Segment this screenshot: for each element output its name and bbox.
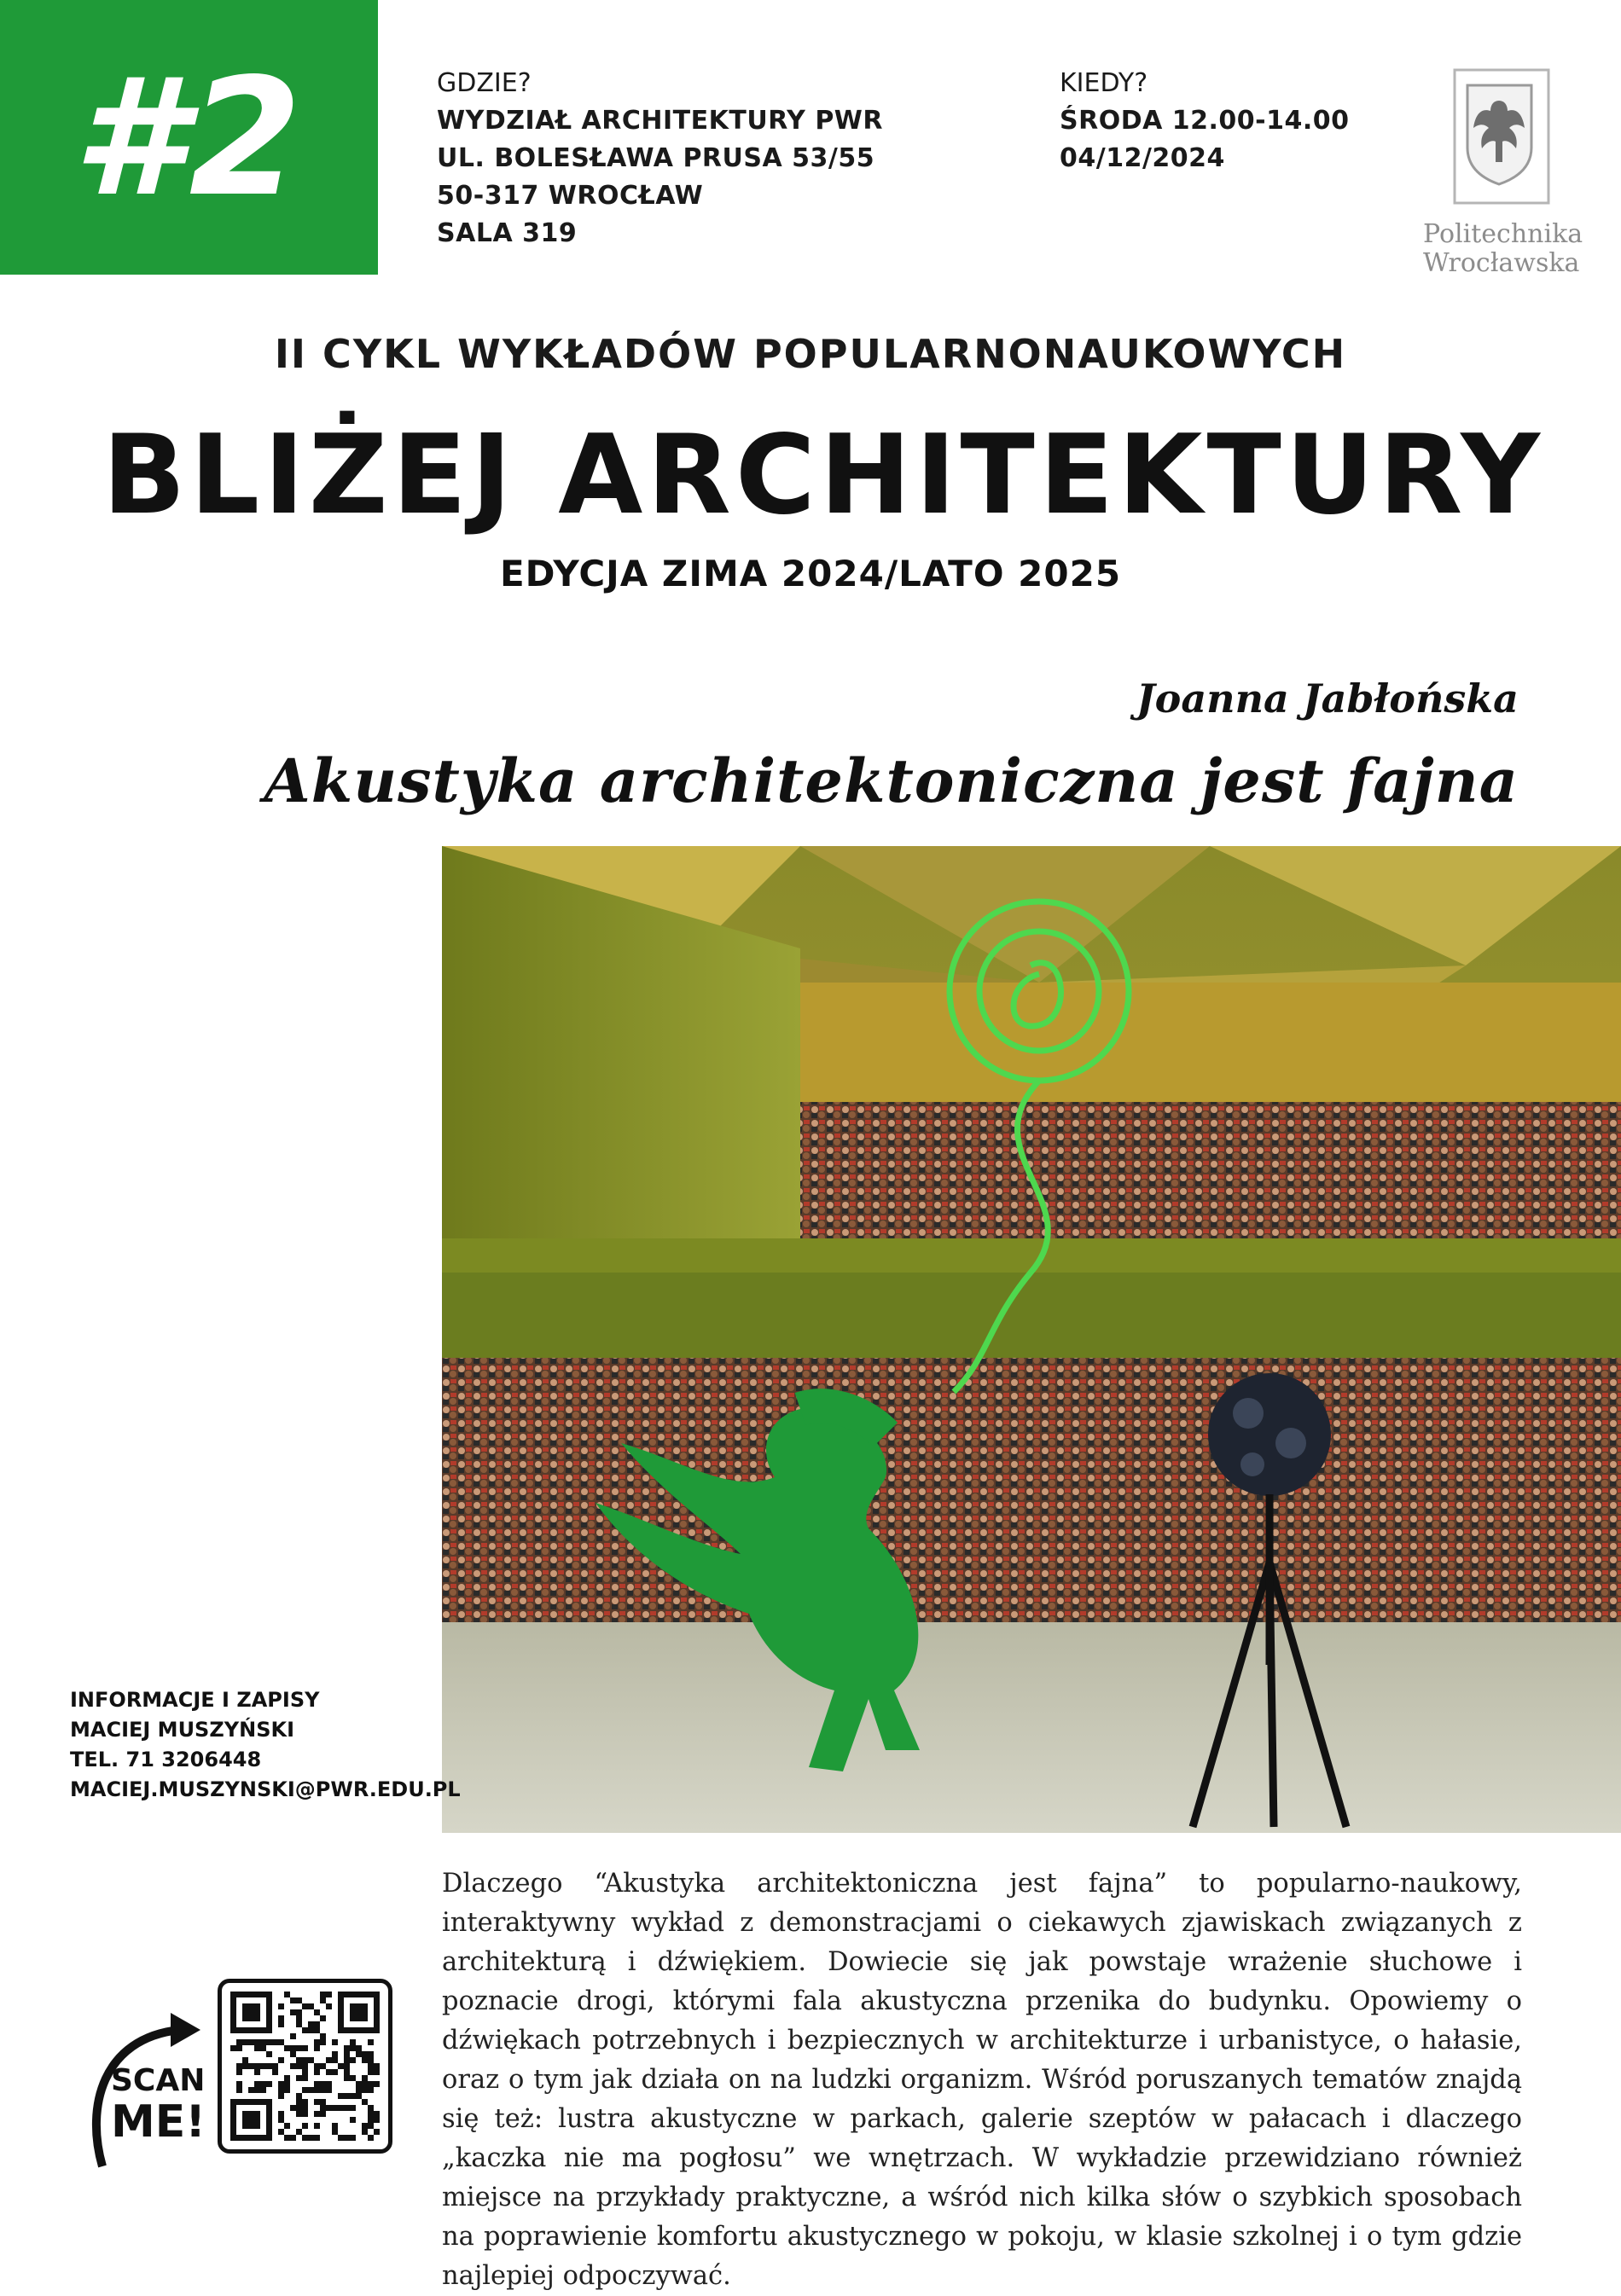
contact-person: MACIEJ MUSZYŃSKI — [70, 1718, 295, 1742]
date-line-date: 04/12/2024 — [1060, 143, 1225, 173]
edition-subtitle: EDYCJA ZIMA 2024/LATO 2025 — [499, 553, 1122, 594]
location-line-city: 50-317 WROCŁAW — [437, 181, 704, 211]
university-name-line2: Wrocławska — [1423, 248, 1580, 278]
lecture-description: Dlaczego “Akustyka architektoniczna jest fajna” to popularno-naukowy, interaktywny wykład z demonstracjami o ciekawych zjawiskach związanych z architekturą i dźwiękiem. Dowiecie się jak powstaje wrażenie słuchowe i poznacie drogi, którymi fala akustyczna przenika do budynku. Opowiemy o dźwiękach potrzebnych i bezpiecznych w architekturze i urbanistyce, o hałasie, oraz o tym jak działa on na ludzki organizm. Wśród poruszanych tematów znajdą się też: lustra akustyczne w parkach, galerie szeptów w pałacach i dlaczego „kaczka nie ma pogłosu” we wnętrzach. W wykładzie przewidziano również miejsce na przykłady praktyczne, a wśród nich kilka słów o szybkich sposobach na poprawienie komfortu akustycznego w pokoju, w klasie szkolnej i o tym gdzie najlepiej odpoczywać. — [442, 1869, 1522, 2291]
qr-code-pattern — [230, 1992, 380, 2141]
contact-heading: INFORMACJE I ZAPISY — [70, 1688, 320, 1712]
location-line-faculty: WYDZIAŁ ARCHITEKTURY PWR — [437, 106, 883, 136]
scan-me-label — [85, 2004, 205, 2175]
contact-info — [70, 1685, 461, 1805]
contact-phone: TEL. 71 3206448 — [70, 1748, 262, 1771]
scan-word: SCAN — [111, 2063, 206, 2098]
qr-block — [85, 1979, 401, 2175]
issue-badge — [0, 0, 378, 275]
location-block — [437, 65, 883, 252]
location-line-street: UL. BOLESŁAWA PRUSA 53/55 — [437, 143, 875, 173]
date-block — [1060, 65, 1350, 177]
eagle-shield-icon — [1446, 67, 1557, 207]
university-logo — [1416, 67, 1587, 280]
date-line-time: ŚRODA 12.00-14.00 — [1060, 106, 1350, 136]
concert-hall-photo — [442, 846, 1621, 1833]
qr-code[interactable] — [218, 1979, 392, 2154]
contact-email[interactable]: MACIEJ.MUSZYNSKI@PWR.EDU.PL — [70, 1777, 461, 1801]
location-question: GDZIE? — [437, 68, 532, 98]
issue-number: #2 — [73, 43, 305, 232]
location-line-room: SALA 319 — [437, 218, 578, 248]
main-title: BLIŻEJ ARCHITEKTURY — [102, 412, 1544, 539]
date-question: KIEDY? — [1060, 68, 1148, 98]
me-word: ME! — [111, 2096, 206, 2148]
concert-hall-illustration — [442, 846, 1621, 1833]
university-name-line1: Politechnika — [1423, 219, 1583, 249]
series-title: II CYKL WYKŁADÓW POPULARNONAUKOWYCH — [274, 331, 1347, 377]
university-name — [1423, 220, 1594, 278]
lecturer-name: Joanna Jabłońska — [1136, 675, 1519, 722]
lecture-title: Akustyka architektoniczna jest fajna — [264, 745, 1519, 816]
